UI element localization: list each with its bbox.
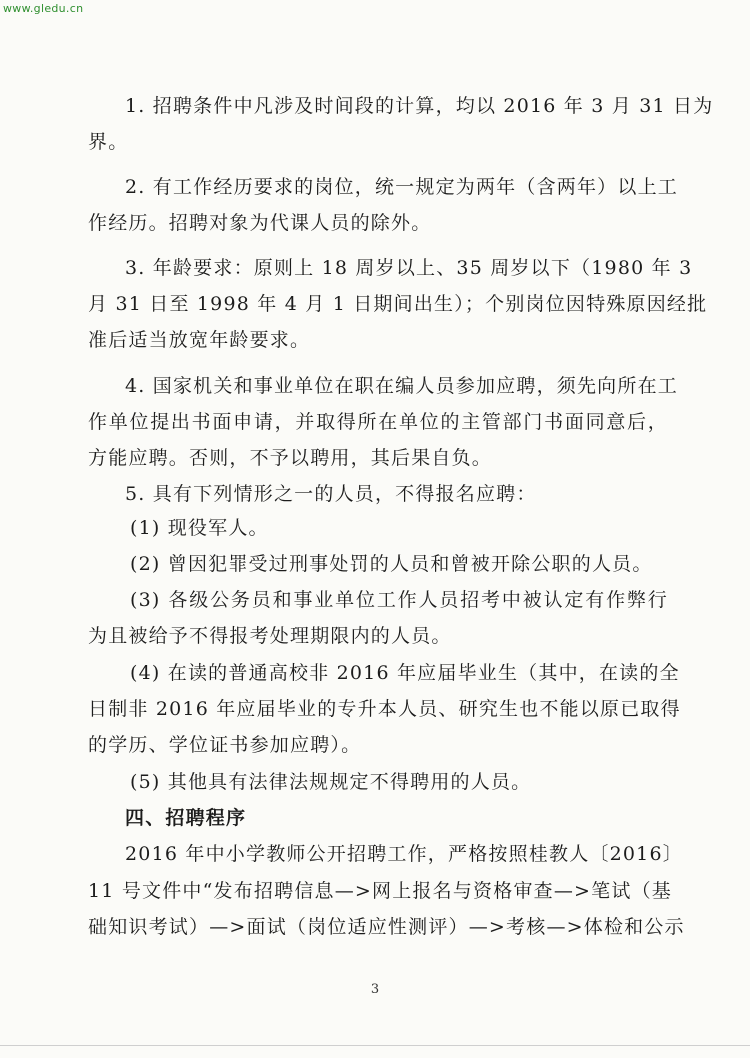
text-line: 的学历、学位证书参加应聘）。	[88, 734, 362, 756]
text-line: (5) 其他具有法律法规规定不得聘用的人员。	[130, 771, 532, 793]
scan-edge-divider	[0, 1045, 750, 1046]
text-line: 3. 年龄要求：原则上 18 周岁以上、35 周岁以下（1980 年 3	[125, 257, 693, 279]
page-number: 3	[370, 982, 380, 997]
text-line: 日制非 2016 年应届毕业的专升本人员、研究生也不能以原已取得	[88, 698, 681, 720]
text-line: 月 31 日至 1998 年 4 月 1 日期间出生）；个别岗位因特殊原因经批	[88, 293, 708, 315]
text-line: (4) 在读的普通高校非 2016 年应届毕业生（其中，在读的全	[130, 662, 680, 684]
text-line: 准后适当放宽年龄要求。	[88, 329, 311, 351]
text-line: 1. 招聘条件中凡涉及时间段的计算，均以 2016 年 3 月 31 日为	[125, 95, 714, 117]
text-line: (3) 各级公务员和事业单位工作人员招考中被认定有作弊行	[130, 589, 668, 611]
section-heading: 四、招聘程序	[125, 807, 247, 829]
text-line: 5. 具有下列情形之一的人员，不得报名应聘：	[125, 483, 537, 505]
text-line: 为且被给予不得报考处理期限内的人员。	[88, 625, 452, 647]
text-line: 11 号文件中“发布招聘信息—>网上报名与资格审查—>笔试（基	[88, 880, 672, 902]
text-line: 作经历。招聘对象为代课人员的除外。	[88, 212, 432, 234]
site-watermark: www.gledu.cn	[3, 2, 84, 15]
text-line: (2) 曾因犯罪受过刑事处罚的人员和曾被开除公职的人员。	[130, 553, 653, 575]
text-line: 界。	[88, 131, 129, 153]
text-line: 作单位提出书面申请，并取得所在单位的主管部门书面同意后，	[88, 411, 668, 433]
text-line: 2. 有工作经历要求的岗位，统一规定为两年（含两年）以上工	[125, 176, 678, 198]
text-line: 4. 国家机关和事业单位在职在编人员参加应聘，须先向所在工	[125, 375, 678, 397]
text-line: 方能应聘。否则，不予以聘用，其后果自负。	[88, 447, 493, 469]
text-line: 础知识考试）—>面试（岗位适应性测评）—>考核—>体检和公示	[88, 916, 685, 938]
text-line: (1) 现役军人。	[130, 517, 269, 539]
text-line: 2016 年中小学教师公开招聘工作，严格按照桂教人〔2016〕	[125, 843, 683, 865]
